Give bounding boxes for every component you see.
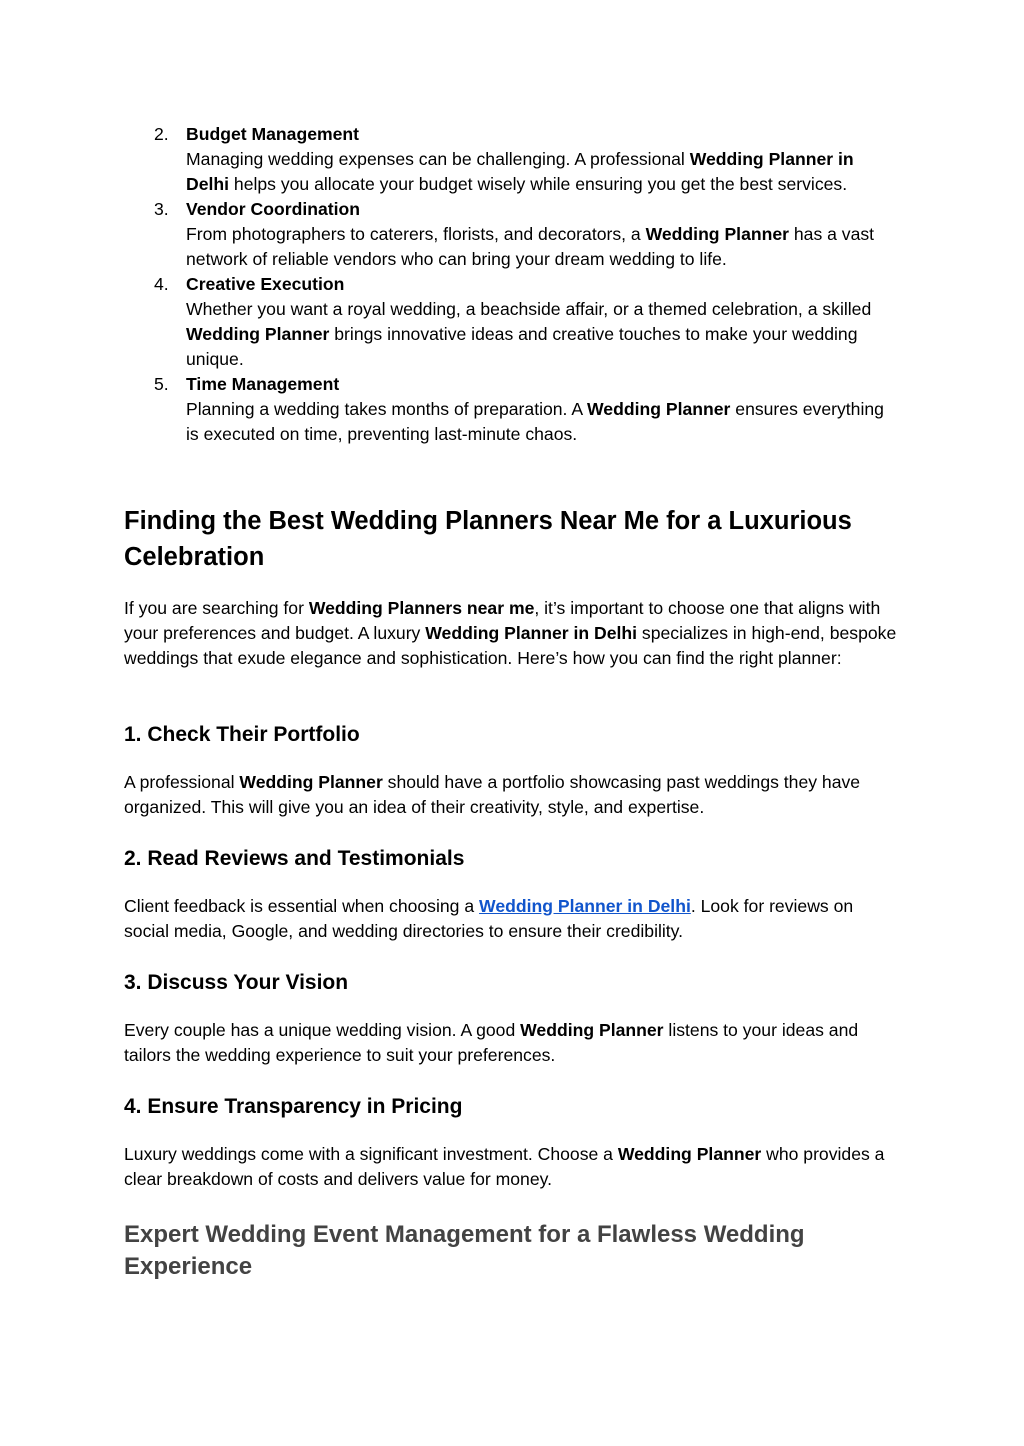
list-item [124, 372, 900, 447]
wedding-planner-delhi-link[interactable]: Wedding Planner in Delhi [479, 896, 691, 916]
list-item-title: Time Management [186, 374, 340, 394]
list-item-body: Managing wedding expenses can be challenging. A professional Wedding Planner in Delhi helps you allocate your budget wisely while ensuring you get the best services. [186, 149, 854, 194]
section-heading-expert: Expert Wedding Event Management for a Flawless Wedding Experience [124, 1221, 805, 1280]
list-item-title: Vendor Coordination [186, 199, 360, 219]
intro-paragraph: If you are searching for Wedding Planners near me, it’s important to choose one that aligns with your preferences and budget. A luxury Wedding Planner in Delhi specializes in high-end, bespoke weddings that exude elegance and sophistication. Here’s how you can find the right planner: [124, 598, 897, 668]
list-item-body: Whether you want a royal wedding, a beachside affair, or a themed celebration, a skilled Wedding Planner brings innovative ideas and creative touches to make your wedding unique. [186, 299, 872, 369]
numbered-list [124, 122, 900, 447]
section-heading-finding: Finding the Best Wedding Planners Near Me for a Luxurious Celebration [124, 507, 852, 571]
portfolio-paragraph: A professional Wedding Planner should have a portfolio showcasing past weddings they have organized. This will give you an idea of their creativity, style, and expertise. [124, 772, 861, 817]
list-item-body: From photographers to caterers, florists, and decorators, a Wedding Planner has a vast network of reliable vendors who can bring your dream wedding to life. [186, 224, 875, 269]
list-item [124, 272, 900, 372]
pricing-paragraph: Luxury weddings come with a significant investment. Choose a Wedding Planner who provides a clear breakdown of costs and delivers value for money. [124, 1144, 885, 1189]
vision-paragraph: Every couple has a unique wedding vision. A good Wedding Planner listens to your ideas and tailors the wedding experience to suit your preferences. [124, 1020, 859, 1065]
list-item-title: Creative Execution [186, 274, 345, 294]
list-item-body: Planning a wedding takes months of preparation. A Wedding Planner ensures everything is executed on time, preventing last-minute chaos. [186, 399, 884, 444]
subheading-reviews: 2. Read Reviews and Testimonials [124, 847, 465, 870]
list-number: 5. [154, 374, 169, 394]
list-item-title: Budget Management [186, 124, 360, 144]
reviews-paragraph: Client feedback is essential when choosing a Wedding Planner in Delhi. Look for reviews on social media, Google, and wedding directories to ensure their credibility. [124, 896, 854, 941]
list-number: 3. [154, 199, 169, 219]
list-item [124, 122, 900, 197]
list-number: 2. [154, 124, 169, 144]
list-number: 4. [154, 274, 169, 294]
subheading-vision: 3. Discuss Your Vision [124, 971, 349, 994]
subheading-portfolio: 1. Check Their Portfolio [124, 723, 360, 746]
subheading-pricing: 4. Ensure Transparency in Pricing [124, 1095, 463, 1118]
list-item [124, 197, 900, 272]
